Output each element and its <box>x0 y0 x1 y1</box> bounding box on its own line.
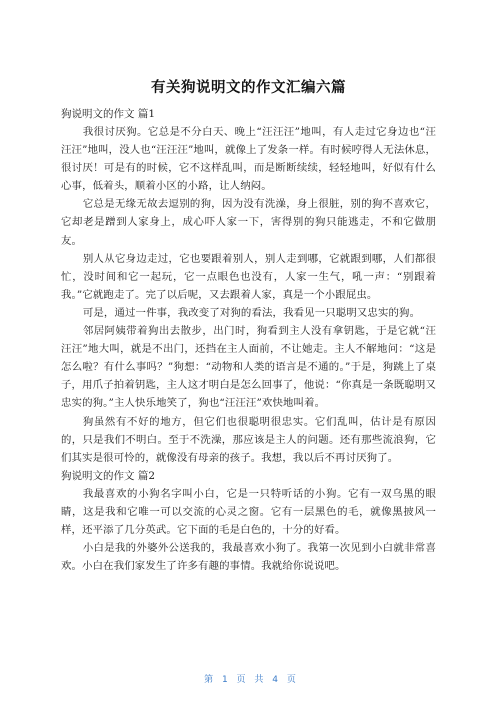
paragraph: 狗虽然有不好的地方，但它们也很聪明很忠实。它们乱叫，估计是有原因的，只是我们不明白。至于不洗澡，那应该是主人的问题。还有那些流浪狗，它们其实是很可怜的，就像没有母亲的孩子。我想，我以后不再讨厌狗了。 <box>61 415 436 464</box>
paragraph: 我很讨厌狗。它总是不分白天、晚上“汪汪汪”地叫，有人走过它身边也“汪汪汪”地叫，没人也“汪汪汪”地叫，就像上了发条一样。有时候哼得人无法休息，很讨厌！可是有的时候，它不这样乱叫，而是断断续续，轻轻地叫，好似有什么心事，低着头，顺着小区的小路，让人纳闷。 <box>61 126 436 193</box>
section-heading-2: 狗说明文的作文 篇2 <box>61 469 156 482</box>
paragraph: 我最喜欢的小狗名字叫小白，它是一只特听话的小狗。它有一双乌黑的眼睛，这是我和它唯一可以交流的心灵之窗。它有一层黑色的毛，就像黑披风一样，还平添了几分英武。它下面的毛是白色的，十分的好看。 <box>61 487 436 536</box>
paragraph: 可是，通过一件事，我改变了对狗的看法，我看见一只聪明又忠实的狗。 <box>82 306 421 319</box>
paragraph: 别人从它身边走过，它也要跟着别人，别人走到哪，它就跟到哪，人们都很忙，没时间和它一起玩，它一点眼色也没有，人家一生气，吼一声：“别跟着我。”它就跑走了。完了以后呢，又去跟着人家，真是一个小跟屁虫。 <box>61 252 436 301</box>
paragraph: 小白是我的外婆外公送我的，我最喜欢小狗了。我第一次见到小白就非常喜欢。小白在我们家发生了许多有趣的事情。我就给你说说吧。 <box>61 542 436 573</box>
paragraph: 邻居阿姨带着狗出去散步，出门时，狗看到主人没有拿钥匙，于是它就“汪汪汪”地大叫，就是不出门，还挡在主人面前，不让她走。主人不解地问：“这是怎么啦？有什么事吗？”狗想：“动物和人类的语言是不通的。”于是，狗跳上了桌子，用爪子拍着钥匙，主人这才明白是怎么回事了，他说：“你真是一条既聪明又忠实的狗。”主人快乐地笑了，狗也“汪汪汪”欢快地叫着。 <box>61 325 436 410</box>
page-number-footer: 第 1 页 共 4 页 <box>204 675 296 685</box>
document-title: 有关狗说明文的作文汇编六篇 <box>151 80 346 96</box>
paragraph: 它总是无缘无故去逗别的狗，因为没有洗澡，身上很脏，别的狗不喜欢它，它却老是蹭到人家身上，成心吓人家一下，害得别的狗只能逃走，不和它做朋友。 <box>61 198 436 247</box>
section-heading-1: 狗说明文的作文 篇1 <box>61 108 156 120</box>
